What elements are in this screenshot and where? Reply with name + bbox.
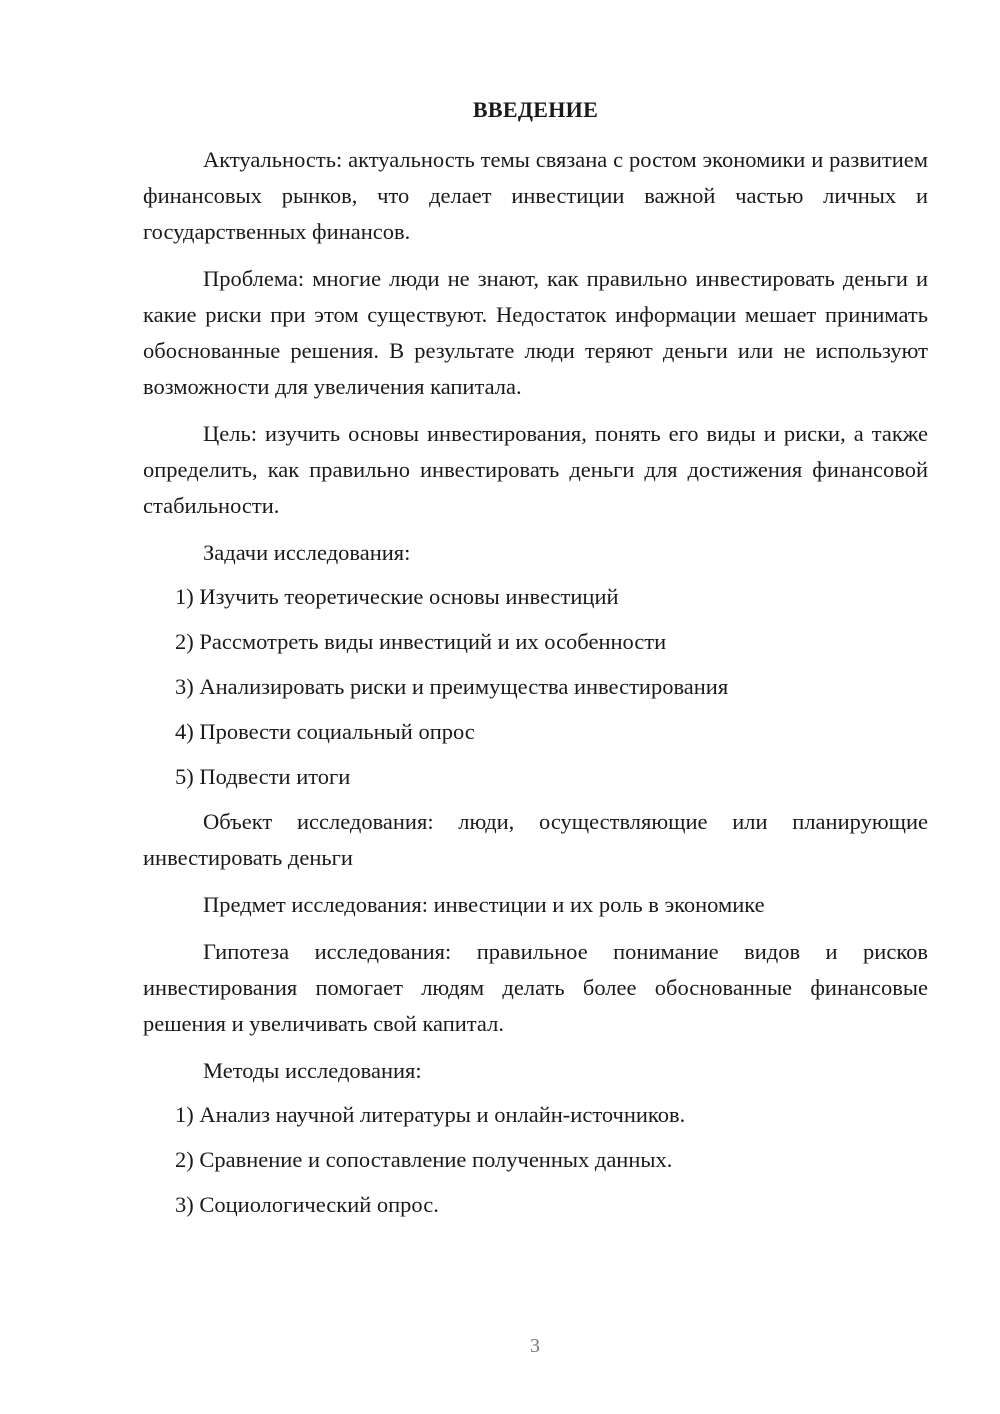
object-paragraph: Объект исследования: люди, осуществляющие или планирующие инвестировать деньги bbox=[143, 809, 928, 870]
problem-paragraph: Проблема: многие люди не знают, как правильно инвестировать деньги и какие риски при этом существуют. Недостаток информации мешает принимать обоснованные решения. В результате люди теряют деньги или не используют возможности для увеличения капитала. bbox=[143, 266, 928, 399]
list-item: 1) Изучить теоретические основы инвестиций bbox=[175, 584, 619, 609]
hypothesis-paragraph: Гипотеза исследования: правильное понимание видов и рисков инвестирования помогает людям делать более обоснованные финансовые решения и увеличивать свой капитал. bbox=[143, 939, 928, 1036]
section-title: ВВЕДЕНИЕ bbox=[472, 97, 599, 122]
list-item: 4) Провести социальный опрос bbox=[175, 719, 475, 744]
list-item: 2) Сравнение и сопоставление полученных данных. bbox=[175, 1147, 673, 1172]
methods-list bbox=[143, 1097, 928, 1223]
list-item: 3) Социологический опрос. bbox=[175, 1192, 439, 1217]
goal-paragraph: Цель: изучить основы инвестирования, понять его виды и риски, а также определить, как правильно инвестировать деньги для достижения финансовой стабильности. bbox=[143, 421, 928, 518]
list-item: 2) Рассмотреть виды инвестиций и их особенности bbox=[175, 629, 667, 654]
relevance-paragraph: Актуальность: актуальность темы связана с ростом экономики и развитием финансовых рынков, что делает инвестиции важной частью личных и государственных финансов. bbox=[143, 147, 928, 244]
tasks-list bbox=[143, 579, 928, 795]
tasks-label: Задачи исследования: bbox=[203, 540, 411, 565]
list-item: 1) Анализ научной литературы и онлайн-источников. bbox=[175, 1102, 686, 1127]
list-item: 5) Подвести итоги bbox=[175, 764, 351, 789]
page-number: 3 bbox=[530, 1335, 540, 1357]
methods-label: Методы исследования: bbox=[203, 1058, 422, 1083]
subject-paragraph: Предмет исследования: инвестиции и их роль в экономике bbox=[203, 892, 765, 917]
page-content bbox=[143, 94, 928, 1232]
list-item: 3) Анализировать риски и преимущества инвестирования bbox=[175, 674, 729, 699]
